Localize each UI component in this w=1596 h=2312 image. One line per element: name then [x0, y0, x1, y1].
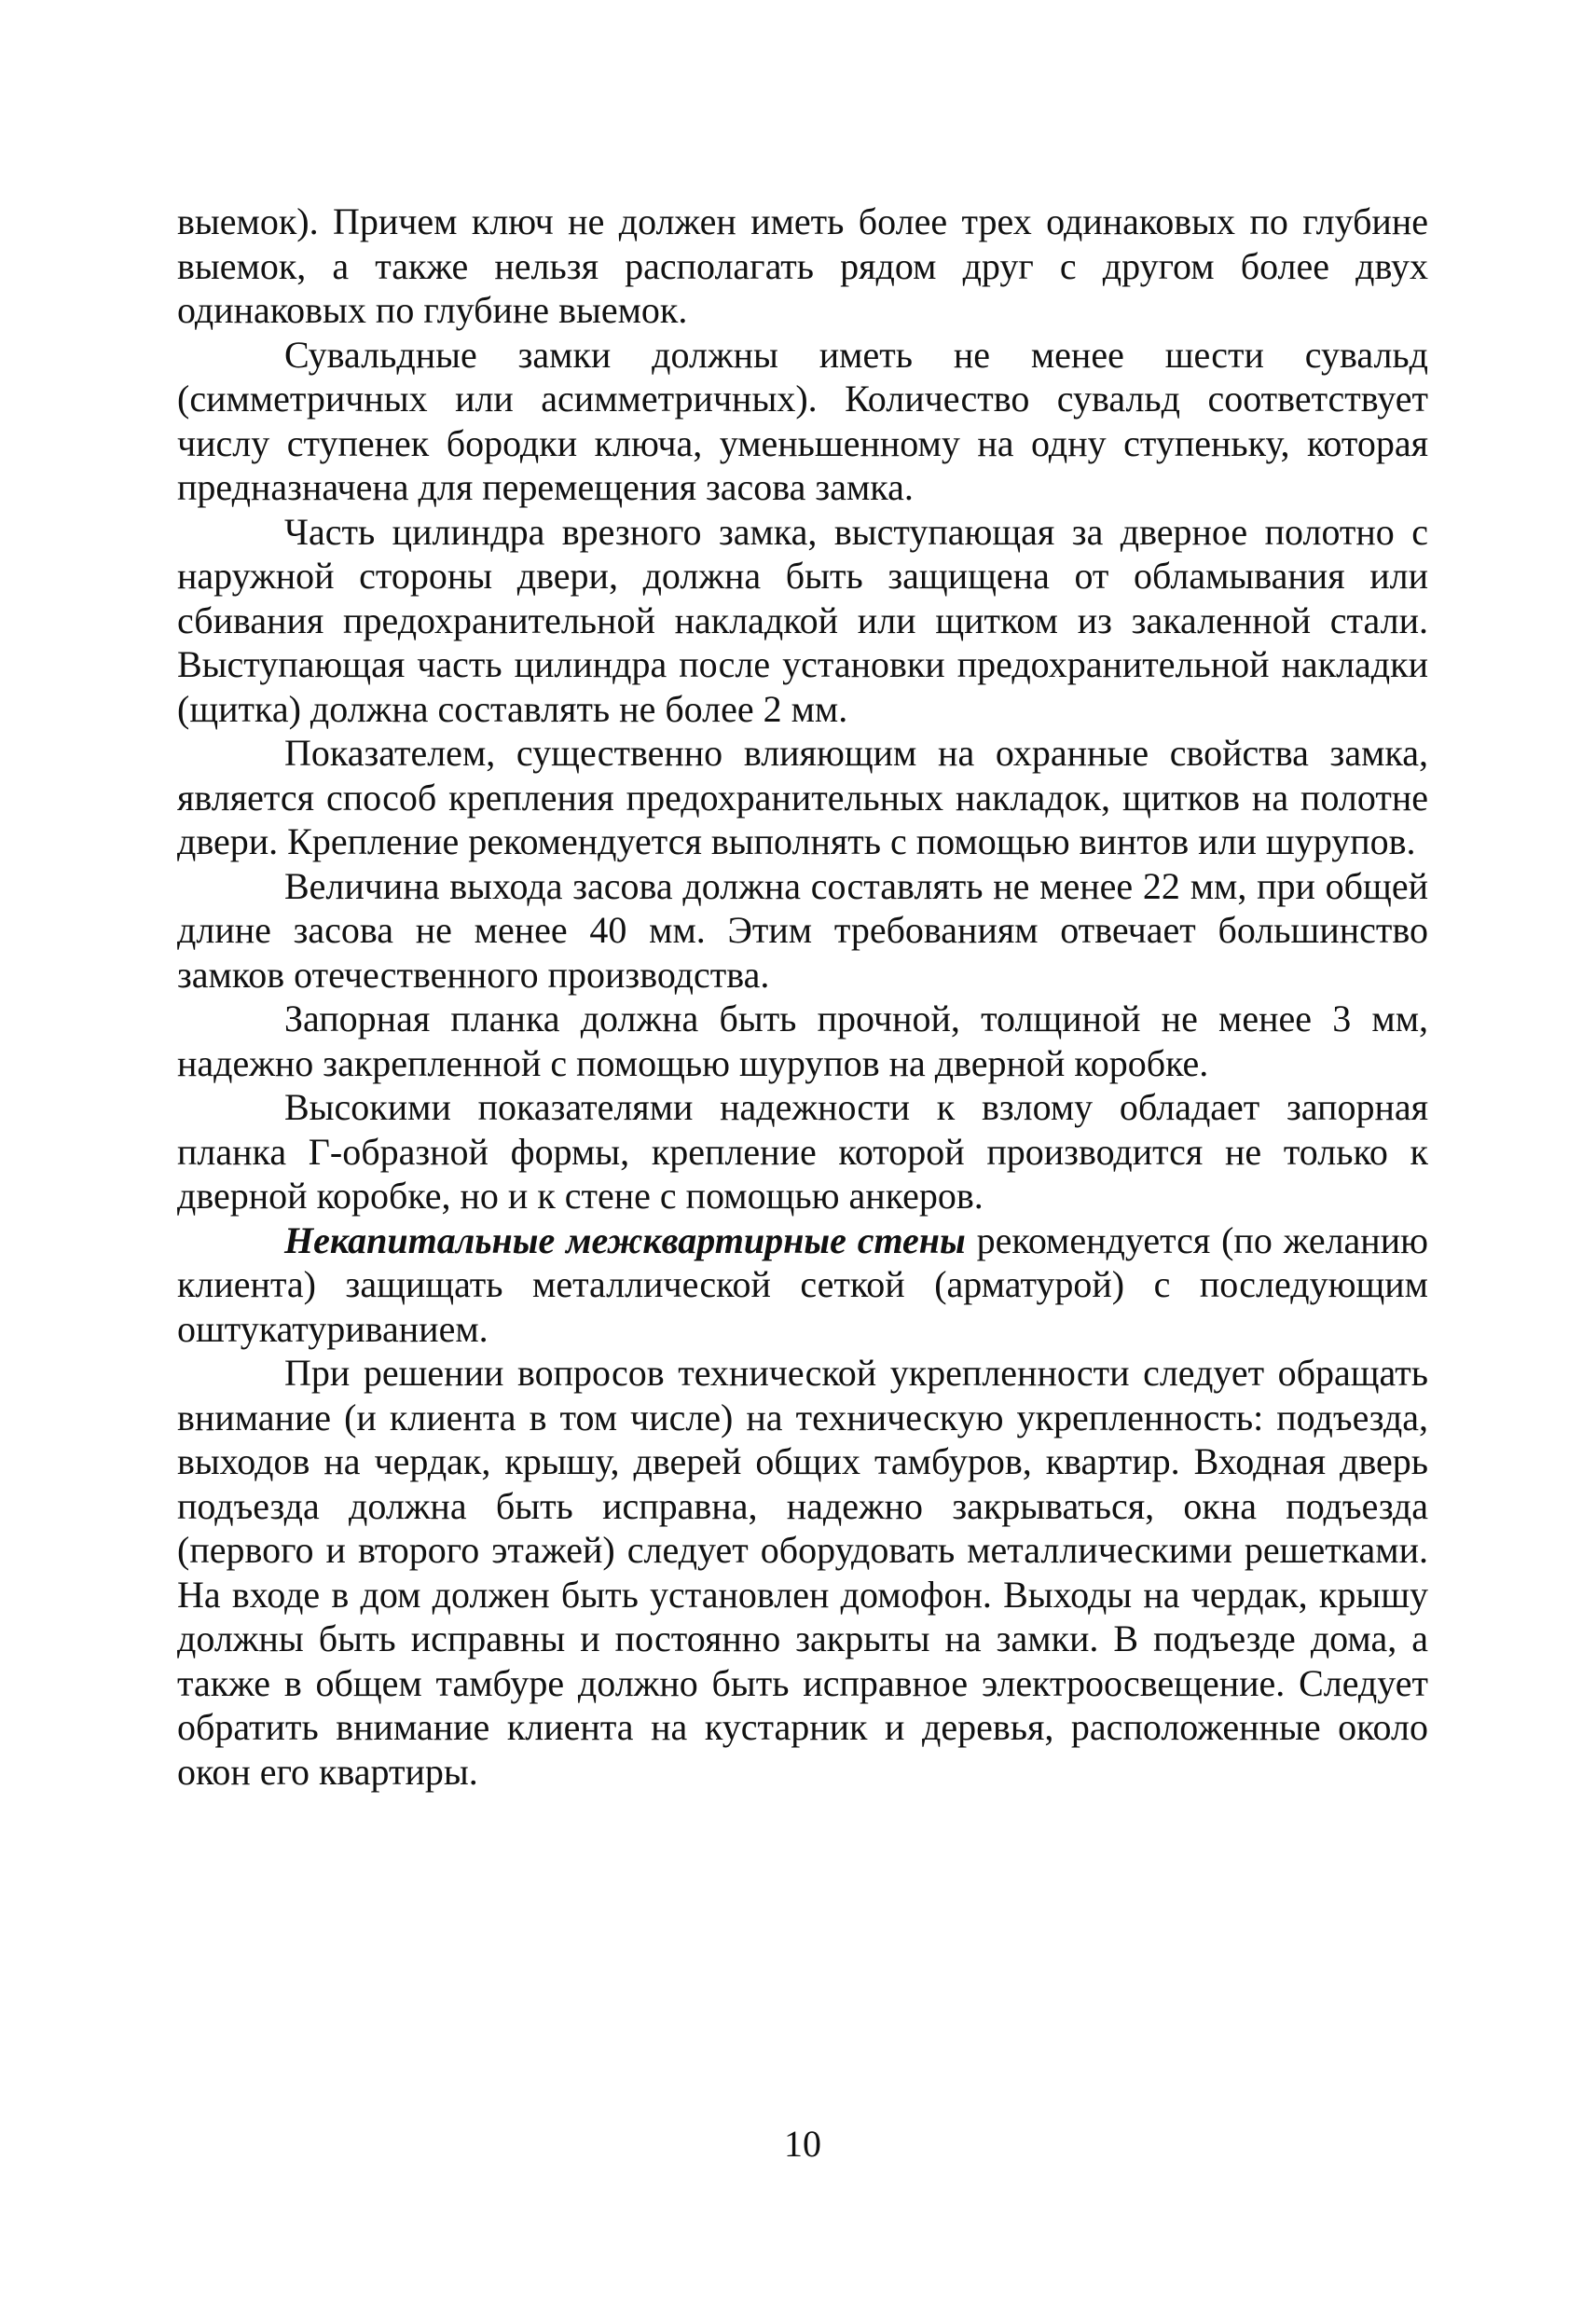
paragraph-2: Сувальдные замки должны иметь не менее шести сувальд (симметричных или асимметричных). Количество сувальд соответствует числу ступенек бородки ключа, уменьшенному на одну ступеньку, которая предназначена для перемещения засова замка.: [177, 333, 1428, 508]
paragraph-8-text: рекомендуется (по желанию клиента) защищать металлической сеткой (арматурой) с последующим оштукатуриванием.: [177, 1218, 1428, 1350]
paragraph-6: Запорная планка должна быть прочной, толщиной не менее 3 мм, надежно закрепленной с помощью шурупов на дверной коробке.: [177, 998, 1428, 1084]
paragraph-1: выемок). Причем ключ не должен иметь более трех одинаковых по глубине выемок, а также нельзя располагать рядом друг с другом более двух одинаковых по глубине выемок.: [177, 200, 1428, 331]
paragraph-3: Часть цилиндра врезного замка, выступающая за дверное полотно с наружной стороны двери, должна быть защищена от обламывания или сбивания предохранительной накладкой или щитком из закаленной стали. Выступающая часть цилиндра после установки предохранительной накладки (щитка) должна составлять не более 2 мм.: [177, 510, 1428, 730]
paragraph-4: Показателем, существенно влияющим на охранные свойства замка, является способ крепления предохранительных накладок, щитков на полотне двери. Крепление рекомендуется выполнять с помощью винтов или шурупов.: [177, 732, 1428, 862]
paragraph-9: При решении вопросов технической укрепленности следует обращать внимание (и клиента в том числе) на техническую укрепленность: подъезда, выходов на чердак, крышу, дверей общих тамбуров, квартир. Входная дверь подъезда должна быть исправна, надежно закрываться, окна подъезда (первого и второго этажей) следует оборудовать металлическими решетками. На входе в дом должен быть установлен домофон. Выходы на чердак, крышу должны быть исправны и постоянно закрыты на замки. В подъезде дома, а также в общем тамбуре должно быть исправное электроосвещение. Следует обратить внимание клиента на кустарник и деревья, расположенные около окон его квартиры.: [177, 1352, 1428, 1793]
paragraph-5: Величина выхода засова должна составлять не менее 22 мм, при общей длине засова не менее 40 мм. Этим требованиям отвечает большинство замков отечественного производства.: [177, 864, 1428, 996]
paragraph-8: [177, 1218, 1428, 1352]
emphasis-term: Некапитальные межквартирные стены: [284, 1218, 966, 1261]
page-number: 10: [784, 2123, 821, 2165]
paragraph-7: Высокими показателями надежности к взлому обладает запорная планка Г-образной формы, крепление которой производится не только к дверной коробке, но и к стене с помощью анкеров.: [177, 1086, 1428, 1217]
page-body: [177, 200, 1428, 1794]
